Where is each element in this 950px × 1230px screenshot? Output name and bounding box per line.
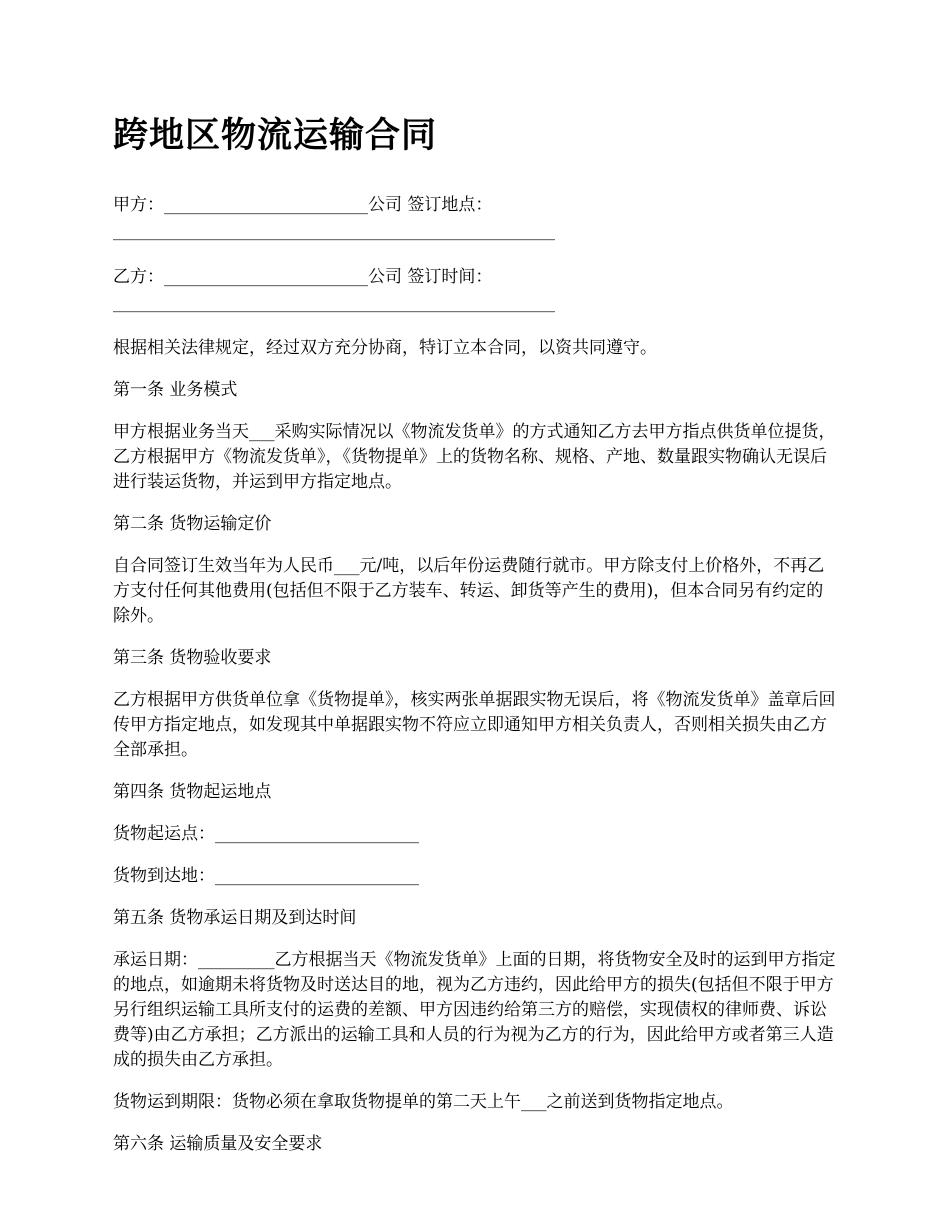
contract-document (113, 108, 837, 1174)
delivery-deadline: 货物运到期限：货物必须在拿取货物提单的第二天上午___之前送到货物指定地点。 (113, 1092, 734, 1112)
section-body: 承运日期：_________乙方根据当天《物流发货单》上面的日期，将货物安全及时的运到甲方指定的地点，如逾期未将货物及时送达目的地，视为乙方违约，因此给甲方的损失(包括但不限于甲方另行组织运输工具所支付的运费的差额、甲方因违约给第三方的赔偿，实现债权的律师费、诉讼费等)由乙方承担；乙方派出的运输工具和人员的行为视为乙方的行为，因此给甲方或者第三人造成的损失由乙方承担。 (113, 950, 836, 1070)
section-body: 乙方根据甲方供货单位拿《货物提单》，核实两张单据跟实物无误后，将《物流发货单》盖章后回传甲方指定地点，如发现其中单据跟实物不符应立即通知甲方相关负责人，否则相关损失由乙方全部承担。 (113, 690, 836, 760)
destination-field: 货物到达地：________________________ (113, 866, 419, 886)
party-b-line: 乙方：________________________公司 签订时间：____________________________________________________ (113, 267, 555, 313)
section-heading: 第五条 货物承运日期及到达时间 (113, 908, 357, 928)
document-title: 跨地区物流运输合同 (113, 115, 438, 156)
section-heading: 第三条 货物验收要求 (113, 648, 272, 668)
section-heading: 第六条 运输质量及安全要求 (113, 1134, 323, 1154)
section-body: 甲方根据业务当天___采购实际情况以《物流发货单》的方式通知乙方去甲方指点供货单位提货，乙方根据甲方《物流发货单》，《货物提单》上的货物名称、规格、产地、数量跟实物确认无误后进行装运货物，并运到甲方指定地点。 (113, 422, 836, 492)
preamble: 根据相关法律规定，经过双方充分协商，特订立本合同，以资共同遵守。 (113, 338, 657, 358)
origin-field: 货物起运点：________________________ (113, 824, 419, 844)
section-heading: 第二条 货物运输定价 (113, 514, 272, 534)
section-body: 自合同签订生效当年为人民币___元/吨，以后年份运费随行就市。甲方除支付上价格外，不再乙方支付任何其他费用(包括但不限于乙方装车、转运、卸货等产生的费用)，但本合同另有约定的除外。 (113, 556, 825, 626)
section-heading: 第一条 业务模式 (113, 380, 238, 400)
party-a-line: 甲方：________________________公司 签订地点：____________________________________________________ (113, 195, 555, 241)
section-heading: 第四条 货物起运地点 (113, 782, 272, 802)
